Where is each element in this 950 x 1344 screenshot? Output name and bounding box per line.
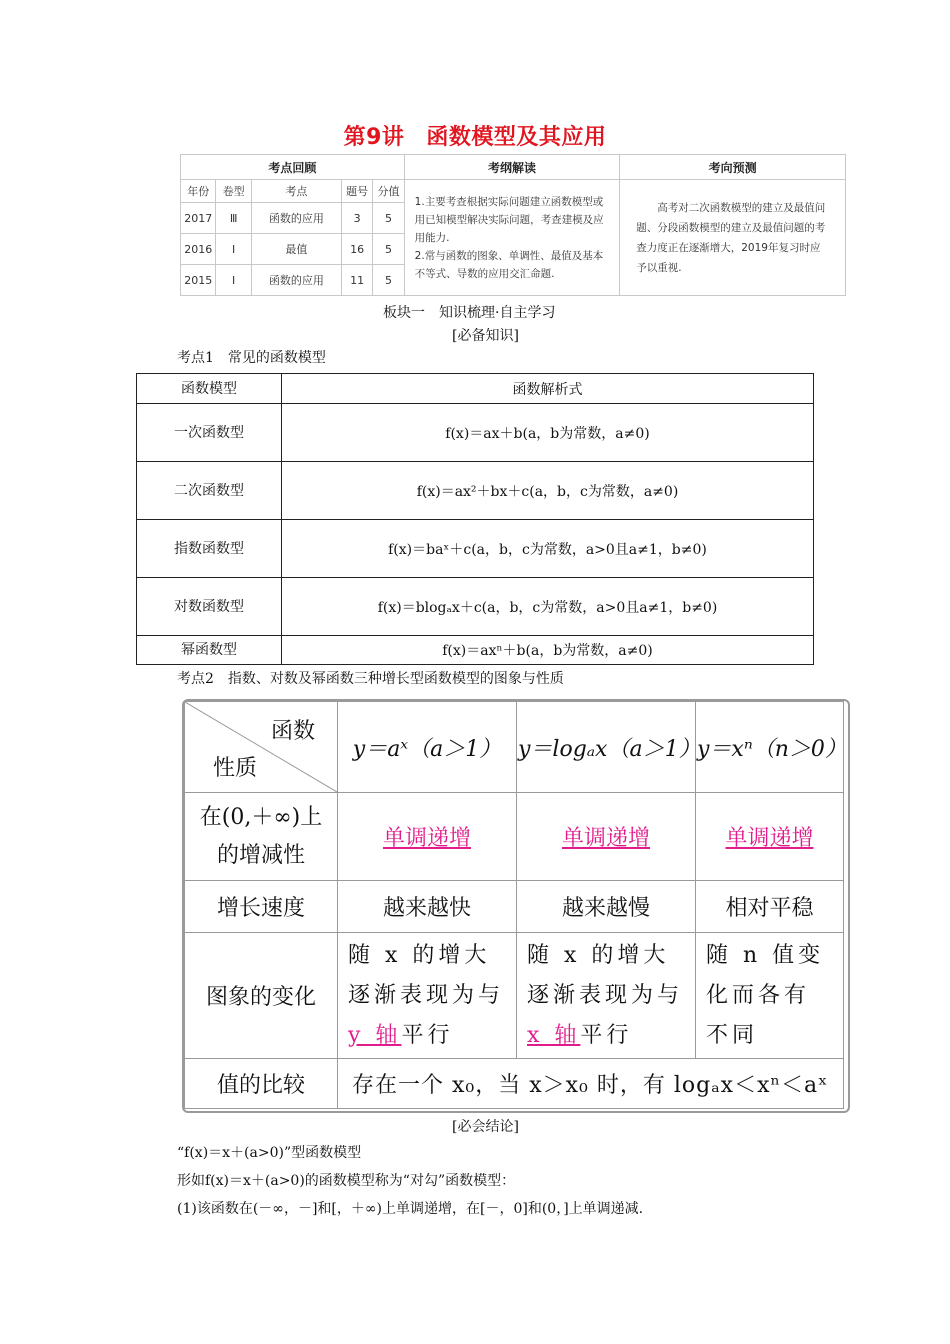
- cell: [338, 793, 517, 881]
- row-label-text: 在(0,＋∞)上的增减性: [199, 804, 323, 868]
- cell: 2015: [181, 265, 216, 296]
- header-prediction: 考向预测: [620, 155, 846, 180]
- col-exp: y＝aˣ（a＞1）: [338, 702, 517, 793]
- header-formula: 函数解析式: [282, 374, 814, 404]
- corner-top-label: 函数: [270, 719, 315, 744]
- model-formula: f(x)＝baˣ＋c(a，b，c为常数，a>0且a≠1，b≠0): [282, 520, 814, 578]
- growth-models-table: [184, 701, 847, 1109]
- graph-desc: 随 x 的增大逐渐表现为与: [348, 942, 505, 1008]
- cell: 越来越快: [338, 881, 517, 933]
- answer-text: 单调递增: [725, 826, 814, 851]
- answer-text: y 轴: [348, 1022, 402, 1048]
- function-models-table: [136, 373, 814, 665]
- graph-desc-tail: 平行: [580, 1022, 633, 1048]
- header-outline: 考纲解读: [404, 155, 620, 180]
- graph-desc-tail: 平行: [401, 1022, 454, 1048]
- cell: 函数的应用: [251, 265, 341, 296]
- cell: Ⅲ: [216, 203, 251, 234]
- cell: 16: [341, 234, 372, 265]
- cell: 越来越慢: [517, 881, 696, 933]
- table-row: [185, 1059, 844, 1109]
- subheader-paper: 卷型: [216, 180, 251, 203]
- cell: Ⅰ: [216, 234, 251, 265]
- cell: 随 n 值变化而各有不同: [696, 933, 844, 1059]
- cell: Ⅰ: [216, 265, 251, 296]
- table-row: [185, 933, 844, 1059]
- model-name-text: 二次函数型: [174, 482, 244, 499]
- point1-heading: 考点1 常见的函数模型: [177, 350, 326, 366]
- table-row: [137, 520, 814, 578]
- exam-overview-table: [180, 154, 846, 296]
- subheader-number: 题号: [341, 180, 372, 203]
- compare-text: 存在一个 x₀，当 x＞x₀ 时，有 logₐx＜xⁿ＜aˣ: [338, 1059, 844, 1109]
- row-label-speed: 增长速度: [185, 881, 338, 933]
- prediction-text: 高考对二次函数模型的建立及最值问题、分段函数模型的建立及最值问题的考查力度正在逐渐增大，2019年复习时应予以重视.: [620, 180, 846, 296]
- header-review: 考点回顾: [181, 155, 405, 180]
- cell: 相对平稳: [696, 881, 844, 933]
- knowledge-label: [必备知识]: [452, 328, 519, 344]
- col-log: y＝logₐx（a＞1）: [517, 702, 696, 793]
- header-model: 函数模型: [137, 374, 282, 404]
- answer-text: 单调递增: [561, 826, 650, 851]
- conclusion-line: 形如f(x)＝x＋(a>0)的函数模型称为“对勾”函数模型：: [177, 1173, 516, 1189]
- table-row: [185, 793, 844, 881]
- cell: [338, 933, 517, 1059]
- cell: 5: [373, 265, 404, 296]
- outline-item-1: 1.主要考查根据实际问题建立函数模型或用已知模型解决实际问题，考查建模及应用能力.: [414, 195, 604, 244]
- conclusion-label: [必会结论]: [452, 1119, 519, 1135]
- answer-text: x 轴: [527, 1022, 581, 1048]
- outline-item-2: 2.常与函数的图象、单调性、最值及基本不等式、导数的应用交汇命题.: [414, 249, 604, 280]
- col-power: y＝xⁿ（n＞0）: [696, 702, 844, 793]
- section-title: 板块一 知识梳理·自主学习: [383, 305, 556, 321]
- row-label-monotonic: [185, 793, 338, 881]
- cell: 3: [341, 203, 372, 234]
- model-name-text: 对数函数型: [174, 598, 244, 615]
- point2-heading: 考点2 指数、对数及幂函数三种增长型函数模型的图象与性质: [177, 671, 564, 687]
- row-label-graph: 图象的变化: [185, 933, 338, 1059]
- table-row: [137, 462, 814, 520]
- table-row: [185, 881, 844, 933]
- model-name: [137, 404, 282, 462]
- table-row: [137, 578, 814, 636]
- table-row: [137, 404, 814, 462]
- corner-bottom-label: 性质: [213, 756, 258, 781]
- model-formula: f(x)＝ax²＋bx＋c(a，b，c为常数，a≠0): [282, 462, 814, 520]
- conclusion-title: “f(x)＝x＋(a>0)”型函数模型: [177, 1145, 362, 1161]
- subheader-year: 年份: [181, 180, 216, 203]
- conclusion-item: (1)该函数在(－∞，－]和[，＋∞)上单调递增，在[－，0]和(0，]上单调递减.: [177, 1201, 644, 1217]
- cell: 2017: [181, 203, 216, 234]
- cell: 11: [341, 265, 372, 296]
- model-name: [137, 462, 282, 520]
- cell: [517, 933, 696, 1059]
- cell: 最值: [251, 234, 341, 265]
- subheader-score: 分值: [373, 180, 404, 203]
- page-title: [0, 120, 950, 151]
- model-name-text: 指数函数型: [174, 540, 244, 557]
- row-label-compare: 值的比较: [185, 1059, 338, 1109]
- cell: 函数的应用: [251, 203, 341, 234]
- cell: 5: [373, 203, 404, 234]
- table-row: [137, 636, 814, 665]
- model-name: [137, 578, 282, 636]
- lecture-number: 第9讲: [343, 125, 405, 150]
- model-formula: f(x)＝ax＋b(a，b为常数，a≠0): [282, 404, 814, 462]
- graph-desc: 随 x 的增大逐渐表现为与: [527, 942, 684, 1008]
- cell: [517, 793, 696, 881]
- answer-text: 单调递增: [382, 826, 471, 851]
- lecture-topic: 函数模型及其应用: [426, 125, 607, 150]
- cell: [696, 793, 844, 881]
- table-row: [137, 374, 814, 404]
- model-name-text: 一次函数型: [174, 424, 244, 441]
- model-formula: f(x)＝axⁿ＋b(a，b为常数，a≠0): [282, 636, 814, 665]
- table-row: [185, 702, 844, 793]
- cell: 2016: [181, 234, 216, 265]
- subheader-point: 考点: [251, 180, 341, 203]
- cell: 5: [373, 234, 404, 265]
- outline-text: [404, 180, 620, 296]
- model-name: 幂函数型: [137, 636, 282, 665]
- corner-cell: [185, 702, 338, 793]
- model-name: [137, 520, 282, 578]
- model-formula: f(x)＝blogₐx＋c(a，b，c为常数，a>0且a≠1，b≠0): [282, 578, 814, 636]
